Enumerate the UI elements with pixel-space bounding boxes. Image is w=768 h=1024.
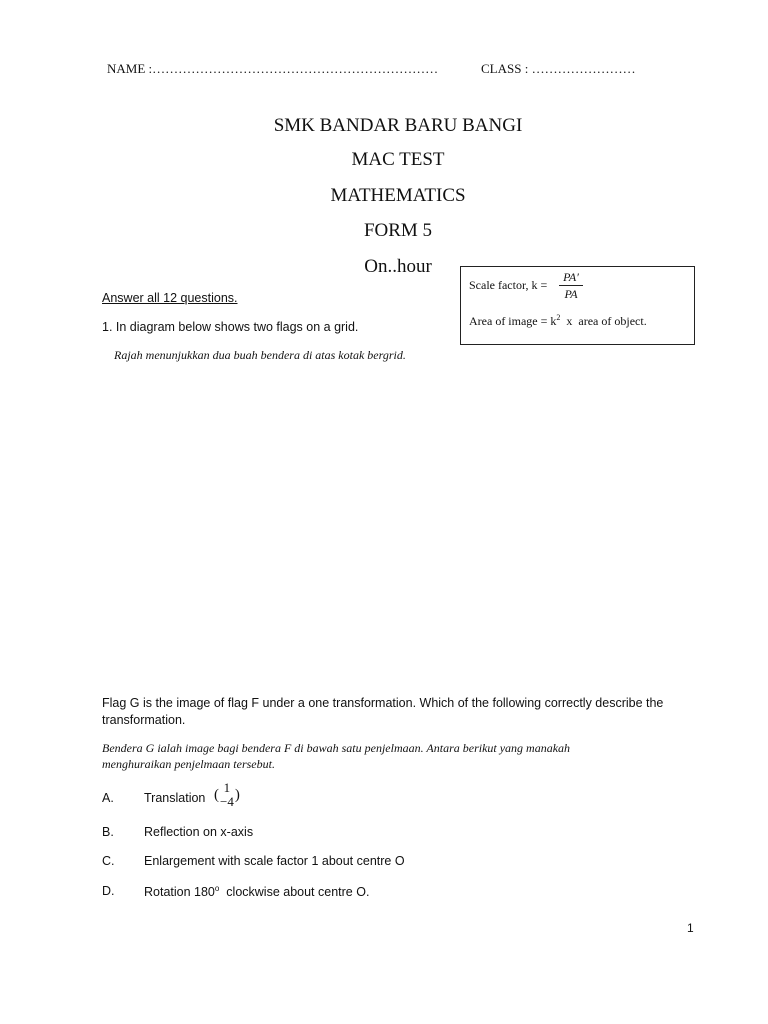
area-formula [469, 313, 647, 329]
area-formula-suffix: x area of object. [560, 314, 647, 328]
form-title: FORM 5 [363, 220, 433, 241]
option-c-text: Enlargement with scale factor 1 about centre O [144, 854, 405, 868]
degree-symbol: o [214, 884, 220, 893]
question-stem: 1. In diagram below shows two flags on a grid. [102, 320, 359, 334]
option-c-letter: C. [102, 854, 115, 868]
question-prompt-malay-line2: menghuraikan penjelmaan tersebut. [102, 757, 275, 771]
scale-factor-fraction [559, 270, 583, 301]
name-field-label: NAME :………………………………………………………… [107, 61, 439, 76]
option-b-text: Reflection on x-axis [144, 825, 254, 839]
question-stem-malay: Rajah menunjukkan dua buah bendera di atas kotak bergrid. [114, 348, 406, 362]
option-d-letter: D. [102, 884, 115, 898]
flag-diagram-area [102, 375, 692, 675]
subject-title: MATHEMATICS [330, 185, 466, 206]
vector-column [220, 781, 234, 809]
duration-title: On..hour [364, 256, 432, 277]
class-field-label: CLASS : …………………… [481, 61, 636, 76]
option-a-letter: A. [102, 791, 114, 805]
vector-top: 1 [223, 780, 231, 795]
formula-box [460, 266, 695, 345]
option-d-text [144, 884, 369, 899]
option-d-suffix: clockwise about centre O. [219, 885, 370, 900]
instructions: Answer all 12 questions. [102, 291, 238, 305]
school-title: SMK BANDAR BARU BANGI [273, 115, 523, 136]
option-d-main: Rotation 180 [144, 885, 215, 900]
option-b-letter: B. [102, 825, 114, 839]
fraction-bar [559, 285, 583, 286]
area-formula-prefix: Area of image = k [469, 314, 557, 328]
translation-vector [214, 781, 240, 809]
vector-left-paren: ( [214, 786, 219, 803]
test-title: MAC TEST [351, 149, 445, 170]
fraction-numerator: PA′ [563, 270, 579, 284]
question-prompt-line1: Flag G is the image of flag F under a one transformation. Which of the following correctly describe the [102, 696, 664, 710]
option-a-text: Translation [144, 791, 206, 805]
vector-bottom: −4 [220, 794, 234, 809]
page-number: 1 [687, 921, 694, 935]
vector-right-paren: ) [234, 786, 240, 803]
area-formula-exponent: 2 [556, 313, 561, 322]
fraction-denominator: PA [564, 287, 578, 301]
question-prompt-malay-line1: Bendera G ialah image bagi bendera F di bawah satu penjelmaan. Antara berikut yang manakah [102, 741, 571, 755]
question-prompt-line2: transformation. [102, 713, 186, 727]
scale-factor-label: Scale factor, k = [469, 278, 548, 292]
